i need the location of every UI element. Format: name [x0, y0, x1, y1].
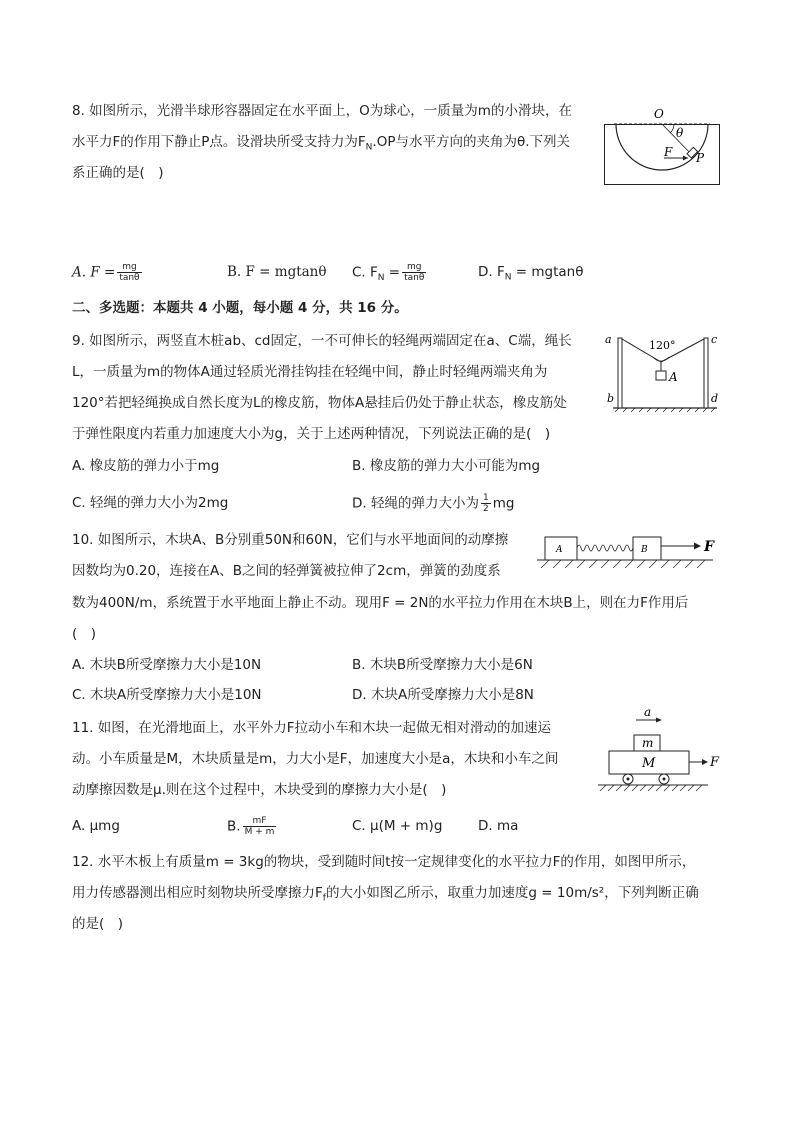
q9-fig-label-block-a: A	[669, 370, 678, 384]
q11-option-b-fraction: $\frac{mF}{M + m}$	[244, 816, 275, 837]
q8-option-d: D. $F_N = mgtan\theta$	[478, 264, 584, 283]
q8-fig-label-o: O	[654, 107, 664, 121]
q11-line-3: 动摩擦因数是μ.则在这个过程中，木块受到的摩擦力大小是( )	[72, 782, 447, 798]
q9-fig-label-a: a	[605, 333, 612, 346]
q11-option-b: B. $\frac{mF}{M + m}$	[227, 816, 275, 837]
q10-option-d: D. 木块A所受摩擦力大小是8N	[352, 687, 534, 703]
q8-line-3: 系正确的是( )	[72, 165, 164, 181]
q9-option-a: A. 橡皮筋的弹力小于mg	[72, 458, 220, 474]
q11-line-1: 11. 如图，在光滑地面上，水平外力F拉动小车和木块一起做无相对滑动的加速运	[72, 720, 552, 736]
q8-line-2: 水平力F的作用下静止P点。设滑块所受支持力为$F_N.OP$与水平方向的夹角为θ.下列关	[72, 134, 571, 153]
q9-fig-angle-label: 120°	[649, 339, 676, 352]
q10-option-b: B. 木块B所受摩擦力大小是6N	[352, 657, 533, 673]
q9-option-d: D. 轻绳的弹力大小为 $\frac{1}{2}$ mg	[352, 493, 515, 514]
q9-line-2: L，一质量为m的物体A通过轻质光滑挂钩挂在轻绳中间，静止时轻绳两端夹角为	[72, 364, 548, 380]
q9-fig-label-d: d	[711, 392, 719, 405]
q11-option-c: C. μ(M + m)g	[352, 818, 443, 834]
q8-option-a: A. F = $\frac{mg}{\tan\theta}$	[72, 262, 140, 283]
q10-line-4: ( )	[72, 626, 97, 642]
q10-option-a: A. 木块B所受摩擦力大小是10N	[72, 657, 262, 673]
q10-line-1: 10. 如图所示，木块A、B分别重50N和60N，它们与水平地面间的动摩擦	[72, 532, 509, 548]
q9-fig-label-b: b	[607, 392, 615, 405]
q10-option-c: C. 木块A所受摩擦力大小是10N	[72, 687, 262, 703]
q9-line-1: 9. 如图所示，两竖直木桩ab、cd固定，一不可伸长的轻绳两端固定在a、C端，绳长	[72, 333, 572, 349]
q11-fig-label-f: F	[710, 755, 720, 770]
q9-line-4: 于弹性限度内若重力加速度大小为g，关于上述两种情况，下列说法正确的是( )	[72, 426, 551, 442]
q8-fig-label-theta: θ	[676, 126, 684, 140]
q11-fig-label-m: m	[642, 736, 654, 750]
q8-hemisphere-figure	[604, 104, 722, 186]
q9-option-b: B. 橡皮筋的弹力大小可能为mg	[352, 458, 541, 474]
q8-line-1: 8. 如图所示，光滑半球形容器固定在水平面上，O为球心，一质量为m的小滑块，在	[72, 103, 572, 119]
q12-line-3: 的是( )	[72, 916, 124, 932]
q10-line-3: 数为400N/m，系统置于水平地面上静止不动。现用F = 2N的水平拉力作用在木块B上，则在力F作用后	[72, 595, 689, 611]
q10-fig-label-f: F	[704, 539, 714, 555]
q12-line-1: 12. 水平木板上有质量m = 3kg的物块，受到随时间t按一定规律变化的水平拉力F的作用，如图甲所示，	[72, 854, 696, 870]
q10-fig-label-a: A	[556, 545, 563, 555]
q11-option-a: A. μmg	[72, 818, 120, 834]
q11-fig-label-big-m: M	[642, 756, 656, 771]
q8-option-b: B. F = mgtanθ	[227, 264, 327, 280]
q9-option-c: C. 轻绳的弹力大小为2mg	[72, 495, 229, 511]
q11-fig-label-a: a	[644, 705, 652, 719]
q8-fig-label-f: F	[664, 145, 673, 159]
q11-option-d: D. ma	[478, 818, 519, 834]
q10-fig-label-b: B	[641, 545, 648, 555]
q11-line-2: 动。小车质量是M，木块质量是m，力大小是F，加速度大小是a，木块和小车之间	[72, 751, 559, 767]
q10-blocks-spring-figure	[537, 532, 723, 572]
q9-option-d-fraction: $\frac{1}{2}$	[482, 493, 489, 514]
q12-line-2: 用力传感器测出相应时刻物块所受摩擦力$F_f$的大小如图乙所示，取重力加速度g = 10m/s²，下列判断正确	[72, 885, 699, 904]
q9-posts-rope-figure	[603, 330, 723, 412]
q9-line-3: 120°若把轻绳换成自然长度为L的橡皮筋，物体A悬挂后仍处于静止状态，橡皮筋处	[72, 395, 567, 411]
q8-option-a-fraction: $\frac{mg}{\tan\theta}$	[119, 262, 140, 283]
section-heading-multiple-choice: 二、多选题：本题共 4 小题，每小题 4 分，共 16 分。	[72, 300, 408, 316]
q8-option-c: C. $F_N$ = $\frac{mg}{\tan\theta}$	[352, 262, 425, 284]
q10-line-2: 因数均为0.20，连接在A、B之间的轻弹簧被拉伸了2cm，弹簧的劲度系	[72, 563, 501, 579]
q9-fig-label-c: c	[711, 333, 718, 346]
q8-fig-label-p: P	[696, 151, 705, 165]
q11-cart-block-figure	[598, 705, 724, 794]
q8-option-c-fraction: $\frac{mg}{\tan\theta}$	[404, 262, 425, 283]
